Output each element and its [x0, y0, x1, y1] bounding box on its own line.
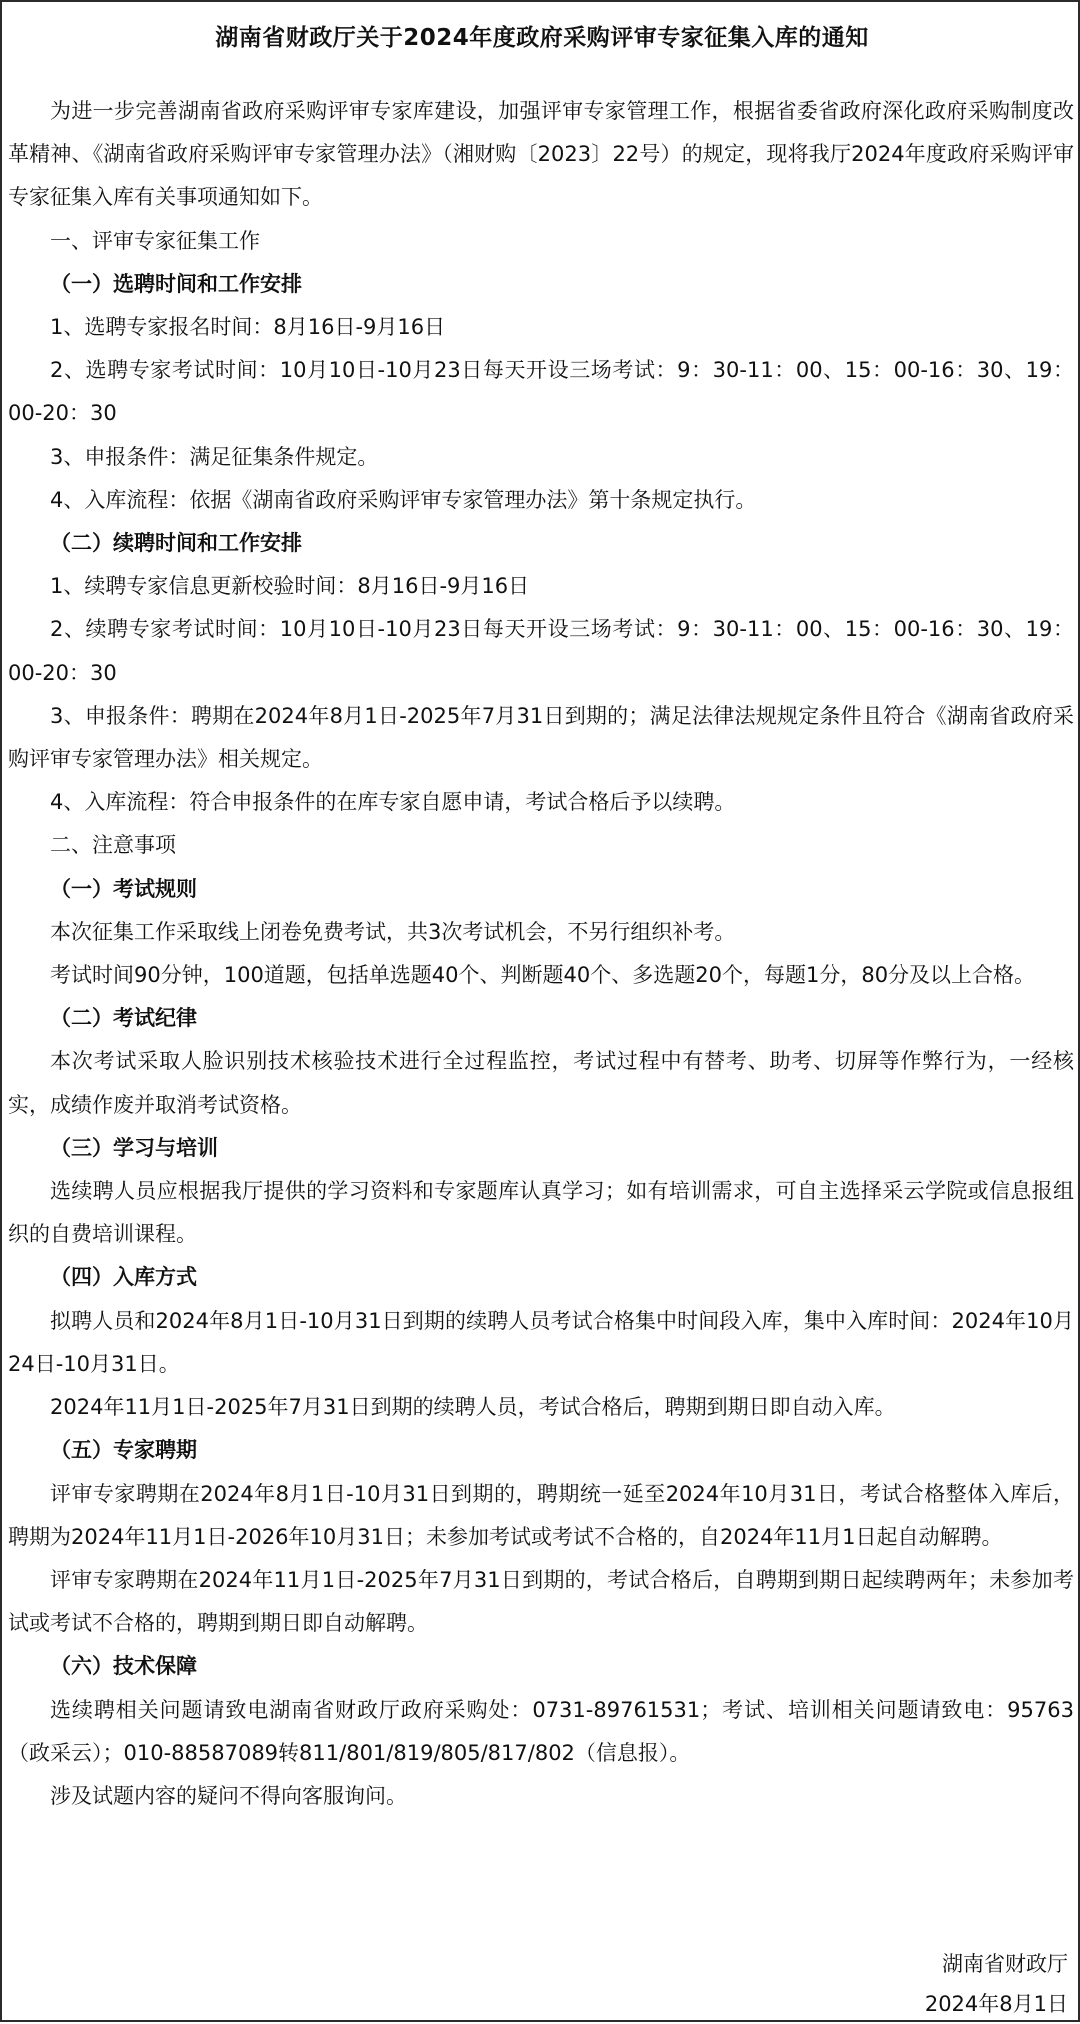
intro-paragraph: 为进一步完善湖南省政府采购评审专家库建设，加强评审专家管理工作，根据省委省政府深化政府采购制度改革精神、《湖南省政府采购评审专家管理办法》（湘财购〔2023〕22号）的规定，现将我厅2024年度政府采购评审专家征集入库有关事项通知如下。	[8, 99, 1074, 210]
body-paragraph: 考试时间90分钟，100道题，包括单选题40个、判断题40个、多选题20个，每题1分，80分及以上合格。	[50, 963, 1036, 988]
list-item: 4、入库流程：符合申报条件的在库专家自愿申请，考试合格后予以续聘。	[50, 790, 736, 815]
signature-organization: 湖南省财政厅	[942, 1952, 1068, 1976]
body-paragraph: 选续聘人员应根据我厅提供的学习资料和专家题库认真学习；如有培训需求，可自主选择采云学院或信息报组织的自费培训课程。	[8, 1179, 1074, 1247]
section-heading-1: 一、评审专家征集工作	[50, 228, 260, 253]
subsection-heading: （五）专家聘期	[50, 1438, 197, 1463]
contact-paragraph: 选续聘相关问题请致电湖南省财政厅政府采购处：0731-89761531；考试、培训相关问题请致电：95763（政采云）；010-88587089转811/801/819/805/817/802（信息报）。	[8, 1697, 1074, 1765]
subsection-heading: （一）考试规则	[50, 876, 197, 901]
body-paragraph: 本次考试采取人脸识别技术核验技术进行全过程监控，考试过程中有替考、助考、切屏等作弊行为，一经核实，成绩作废并取消考试资格。	[8, 1049, 1074, 1117]
body-paragraph: 本次征集工作采取线上闭卷免费考试，共3次考试机会，不另行组织补考。	[50, 919, 736, 944]
list-item: 2、选聘专家考试时间：10月10日-10月23日每天开设三场考试：9：30-11：00、15：00-16：30、19：00-20：30	[8, 358, 1074, 426]
body-paragraph: 拟聘人员和2024年8月1日-10月31日到期的续聘人员考试合格集中时间段入库，集中入库时间：2024年10月24日-10月31日。	[8, 1308, 1074, 1376]
subsection-heading: （三）学习与培训	[50, 1135, 218, 1160]
list-item: 1、选聘专家报名时间：8月16日-9月16日	[50, 315, 446, 340]
list-item: 1、续聘专家信息更新校验时间：8月16日-9月16日	[50, 574, 530, 599]
subsection-heading: （一）选聘时间和工作安排	[50, 271, 302, 296]
list-item: 2、续聘专家考试时间：10月10日-10月23日每天开设三场考试：9：30-11：00、15：00-16：30、19：00-20：30	[8, 617, 1074, 685]
subsection-heading: （二）考试纪律	[50, 1006, 197, 1031]
subsection-heading: （二）续聘时间和工作安排	[50, 531, 302, 556]
body-paragraph: 2024年11月1日-2025年7月31日到期的续聘人员，考试合格后，聘期到期日即自动入库。	[50, 1395, 896, 1420]
body-paragraph: 涉及试题内容的疑问不得向客服询问。	[50, 1783, 407, 1808]
document-body	[8, 90, 1074, 1818]
list-item: 3、申报条件：聘期在2024年8月1日-2025年7月31日到期的；满足法律法规规定条件且符合《湖南省政府采购评审专家管理办法》相关规定。	[8, 703, 1074, 772]
section-heading-2: 二、注意事项	[50, 833, 176, 858]
signature-date: 2024年8月1日	[924, 1992, 1068, 2016]
body-paragraph: 评审专家聘期在2024年8月1日-10月31日到期的，聘期统一延至2024年10月31日，考试合格整体入库后，聘期为2024年11月1日-2026年10月31日；未参加考试或考试不合格的，自2024年11月1日起自动解聘。	[8, 1481, 1074, 1549]
document-title: 湖南省财政厅关于2024年度政府采购评审专家征集入库的通知	[215, 25, 869, 51]
body-paragraph: 评审专家聘期在2024年11月1日-2025年7月31日到期的，考试合格后，自聘期到期日起续聘两年；未参加考试或考试不合格的，聘期到期日即自动解聘。	[8, 1567, 1074, 1636]
subsection-heading: （六）技术保障	[50, 1654, 197, 1679]
subsection-heading: （四）入库方式	[50, 1265, 197, 1290]
list-item: 3、申报条件：满足征集条件规定。	[50, 444, 379, 469]
list-item: 4、入库流程：依据《湖南省政府采购评审专家管理办法》第十条规定执行。	[50, 487, 757, 512]
